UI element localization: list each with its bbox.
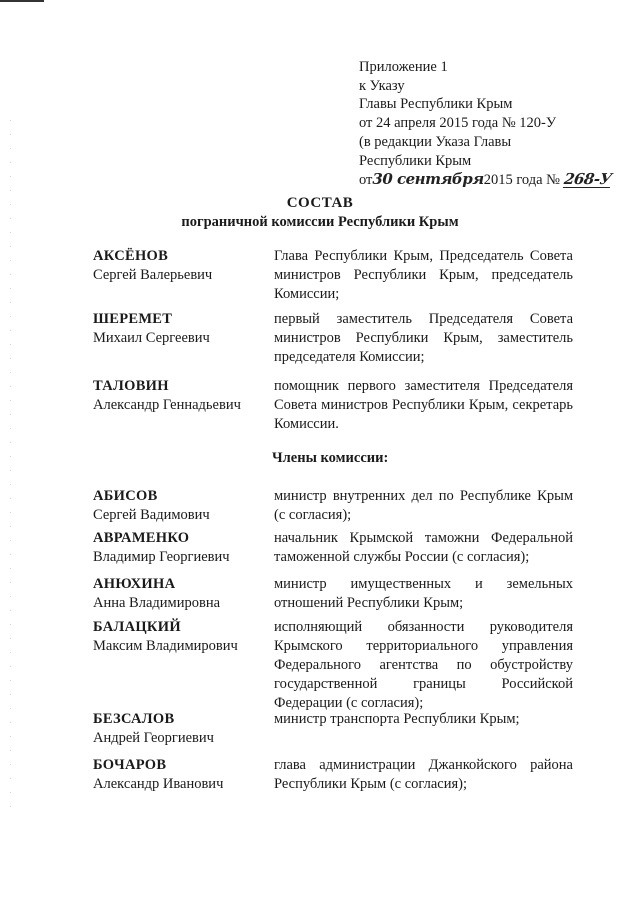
handwritten-number: 268-У — [562, 170, 613, 189]
person-name: Сергей Валерьевич — [93, 267, 213, 283]
member-role: министр транспорта Республики Крым; — [274, 711, 520, 727]
annex-line: к Указу — [359, 77, 405, 94]
member-surname: АБИСОВ — [93, 488, 158, 504]
handwritten-date: 30 сентября — [372, 170, 484, 189]
document-title: СОСТАВ — [286, 195, 354, 211]
member-role: начальник Крымской таможни Федеральной таможенной службы России (с согласия); — [274, 530, 573, 565]
member-name: Максим Владимирович — [93, 638, 238, 654]
member-entry — [93, 487, 268, 525]
member-role: министр имущественных и земельных отношений Республики Крым; — [274, 576, 573, 611]
document-subtitle: пограничной комиссии Республики Крым — [181, 214, 459, 230]
members-heading: Члены комиссии: — [272, 450, 389, 466]
annex-line: от 24 апреля 2015 года № 120-У — [359, 115, 557, 132]
member-surname: БОЧАРОВ — [93, 757, 167, 773]
scan-edge-line — [0, 0, 44, 2]
member-name: Андрей Георгиевич — [93, 730, 214, 746]
person-entry — [93, 310, 268, 348]
member-surname: БЕЗСАЛОВ — [93, 711, 175, 727]
person-role: Глава Республики Крым, Председатель Совета министров Республики Крым, председатель Комиссии; — [274, 248, 573, 302]
member-entry — [93, 575, 268, 613]
person-name: Михаил Сергеевич — [93, 330, 210, 346]
member-role: глава администрации Джанкойского района Республики Крым (с согласия); — [274, 757, 573, 792]
member-entry — [93, 710, 268, 748]
person-entry — [93, 247, 268, 285]
person-entry — [93, 377, 268, 415]
person-role: первый заместитель Председателя Совета министров Республики Крым, заместитель председателя Комиссии; — [274, 311, 573, 365]
annex-line: (в редакции Указа Главы — [359, 133, 512, 150]
member-role: исполняющий обязанности руководителя Крымского территориального управления Федерального агентства по обустройству государственной границы Российской Федерации (с согласия); — [274, 619, 573, 711]
person-role: помощник первого заместителя Председателя Совета министров Республики Крым, секретарь Комиссии. — [274, 378, 573, 432]
annex-mid: 2015 года № — [483, 172, 561, 189]
annex-prefix: от — [359, 172, 373, 189]
person-surname: АКСЁНОВ — [93, 248, 169, 264]
member-name: Анна Владимировна — [93, 595, 221, 611]
member-entry — [93, 756, 268, 794]
annex-block — [359, 58, 611, 190]
member-entry — [93, 618, 268, 656]
annex-line: Приложение 1 — [359, 59, 448, 75]
member-name: Александр Иванович — [93, 776, 224, 792]
annex-line: Республики Крым — [359, 152, 472, 169]
annex-date-line — [359, 170, 611, 190]
annex-line: Главы Республики Крым — [359, 96, 513, 113]
member-surname: АВРАМЕНКО — [93, 530, 190, 546]
member-surname: АНЮХИНА — [93, 576, 176, 592]
member-entry — [93, 529, 268, 567]
person-surname: ТАЛОВИН — [93, 378, 169, 394]
member-name: Владимир Георгиевич — [93, 549, 230, 565]
person-surname: ШЕРЕМЕТ — [93, 311, 173, 327]
member-name: Сергей Вадимович — [93, 507, 210, 523]
person-name: Александр Геннадьевич — [93, 397, 241, 413]
member-role: министр внутренних дел по Республике Крым (с согласия); — [274, 488, 573, 523]
member-surname: БАЛАЦКИЙ — [93, 619, 181, 635]
